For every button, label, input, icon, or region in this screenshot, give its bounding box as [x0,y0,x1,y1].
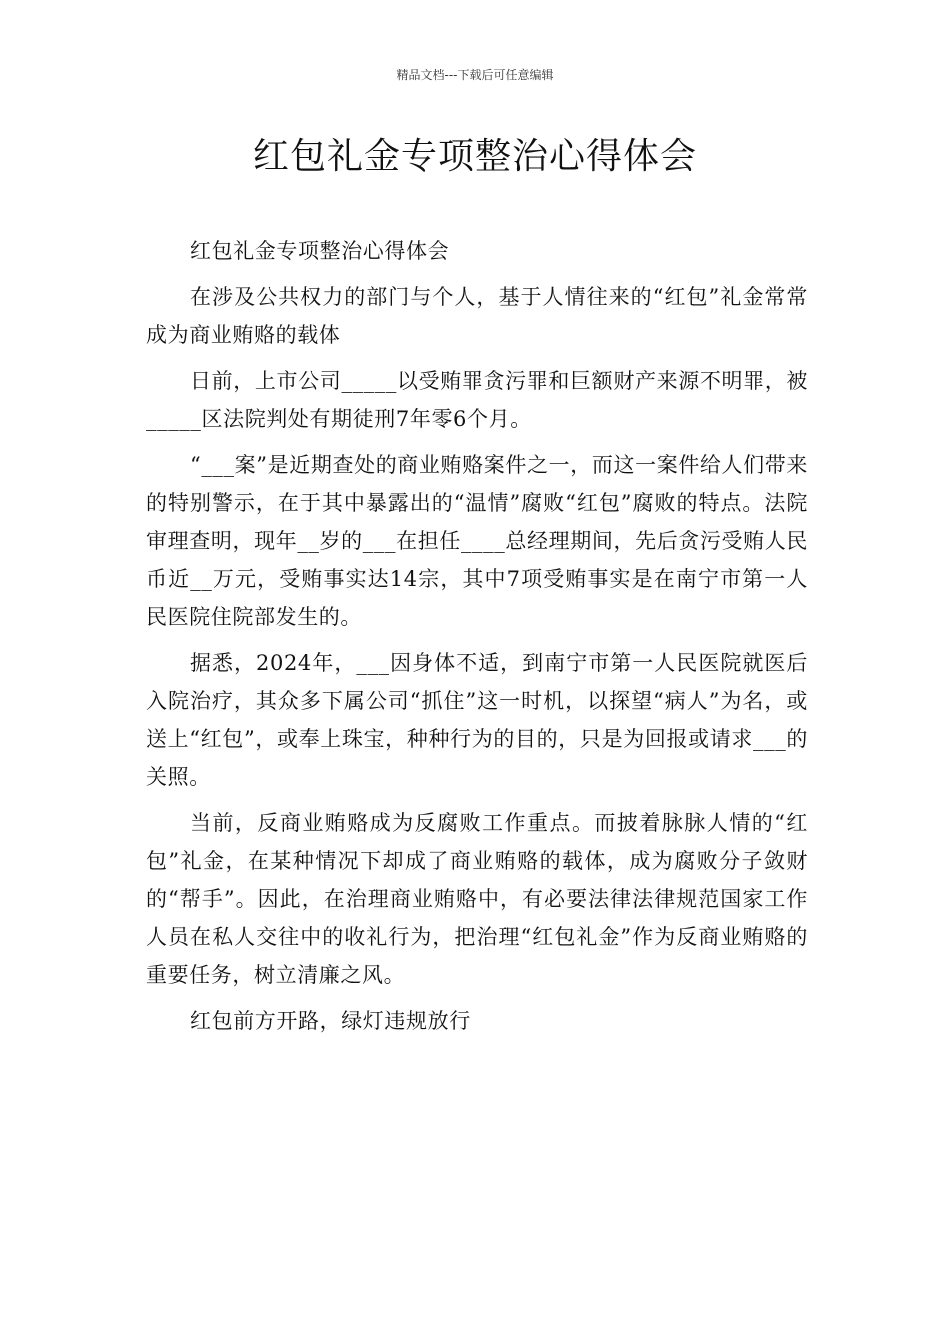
paragraph: 日前，上市公司_____以受贿罪贪污罪和巨额财产来源不明罪，被_____区法院判处有期徒刑7年零6个月。 [146,369,808,431]
paragraph: 当前，反商业贿赂成为反腐败工作重点。而披着脉脉人情的“红包”礼金，在某种情况下却成了商业贿赂的载体，成为腐败分子敛财的“帮手”。因此，在治理商业贿赂中，有必要法律法律规范国家工作人员在私人交往中的收礼行为，把治理“红包礼金”作为反商业贿赂的重要任务，树立清廉之风。 [146,811,808,987]
paragraph: 红包前方开路，绿灯违规放行 [190,1009,471,1033]
paragraph: 在涉及公共权力的部门与个人，基于人情往来的“红包”礼金常常成为商业贿赂的载体 [146,285,808,347]
paragraph: 据悉，2024年，___因身体不适，到南宁市第一人民医院就医后入院治疗，其众多下属公司“抓住”这一时机，以探望“病人”为名，或送上“红包”，或奉上珠宝，种种行为的目的，只是为回报或请求___的关照。 [146,651,808,789]
document-title: 红包礼金专项整治心得体会 [252,136,697,177]
paragraph-subtitle: 红包礼金专项整治心得体会 [190,239,450,263]
header-note: 精品文档---下载后可任意编辑 [396,68,554,82]
document-body [146,232,808,1040]
paragraph: “___案”是近期查处的商业贿赂案件之一，而这一案件给人们带来的特别警示，在于其中暴露出的“温情”腐败“红包”腐败的特点。法院审理查明，现年__岁的___在担任____总经理期间，先后贪污受贿人民币近__万元，受贿事实达14宗，其中7项受贿事实是在南宁市第一人民医院住院部发生的。 [146,453,808,629]
